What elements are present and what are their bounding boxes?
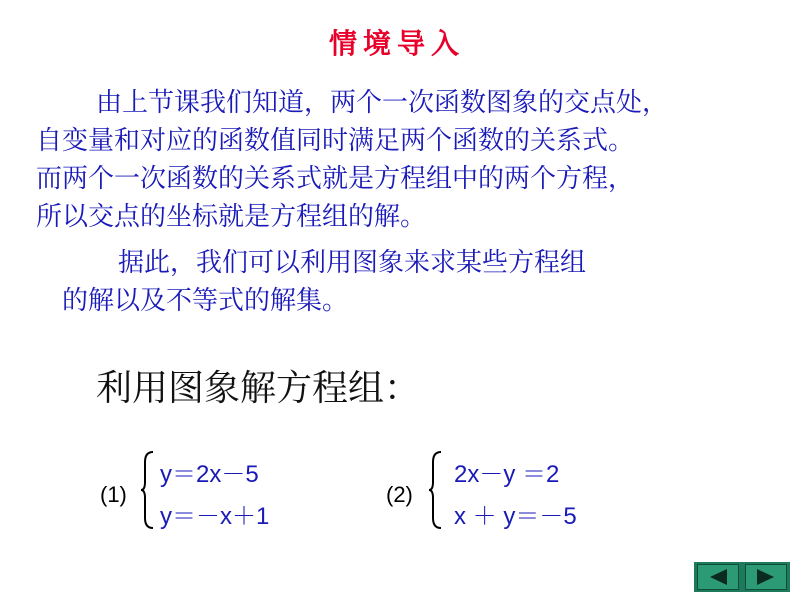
prev-slide-button[interactable] [697,564,739,590]
system-label: (2) [386,482,413,507]
intro-line-5: 据此，我们可以利用图象来求某些方程组 [118,248,587,278]
triangle-left-icon [707,568,729,586]
equation-1: 2x－y ＝2 [454,461,560,488]
next-slide-button[interactable] [745,564,787,590]
equation-1: y＝2x－5 [160,461,259,488]
left-brace-icon [140,450,156,530]
triangle-right-icon [755,568,777,586]
equation-2: y＝－x＋1 [160,503,270,530]
left-brace-icon [428,450,444,530]
intro-paragraph-1 [36,84,668,236]
intro-line-4: 所以交点的坐标就是方程组的解。 [36,202,427,232]
intro-line-6: 的解以及不等式的解集。 [62,286,349,316]
section-heading: 利用图象解方程组： [96,368,421,409]
slide-title: 情境导入 [328,27,465,60]
intro-line-3: 而两个一次函数的关系式就是方程组中的两个方程， [36,164,635,194]
intro-line-1: 由上节课我们知道，两个一次函数图象的交点处， [96,88,669,118]
slide-navigation [694,562,790,592]
intro-paragraph-2 [62,244,586,320]
system-label: (1) [100,482,127,507]
intro-line-2: 自变量和对应的函数值同时满足两个函数的关系式。 [36,126,635,156]
equation-2: x ＋ y＝－5 [454,503,577,530]
